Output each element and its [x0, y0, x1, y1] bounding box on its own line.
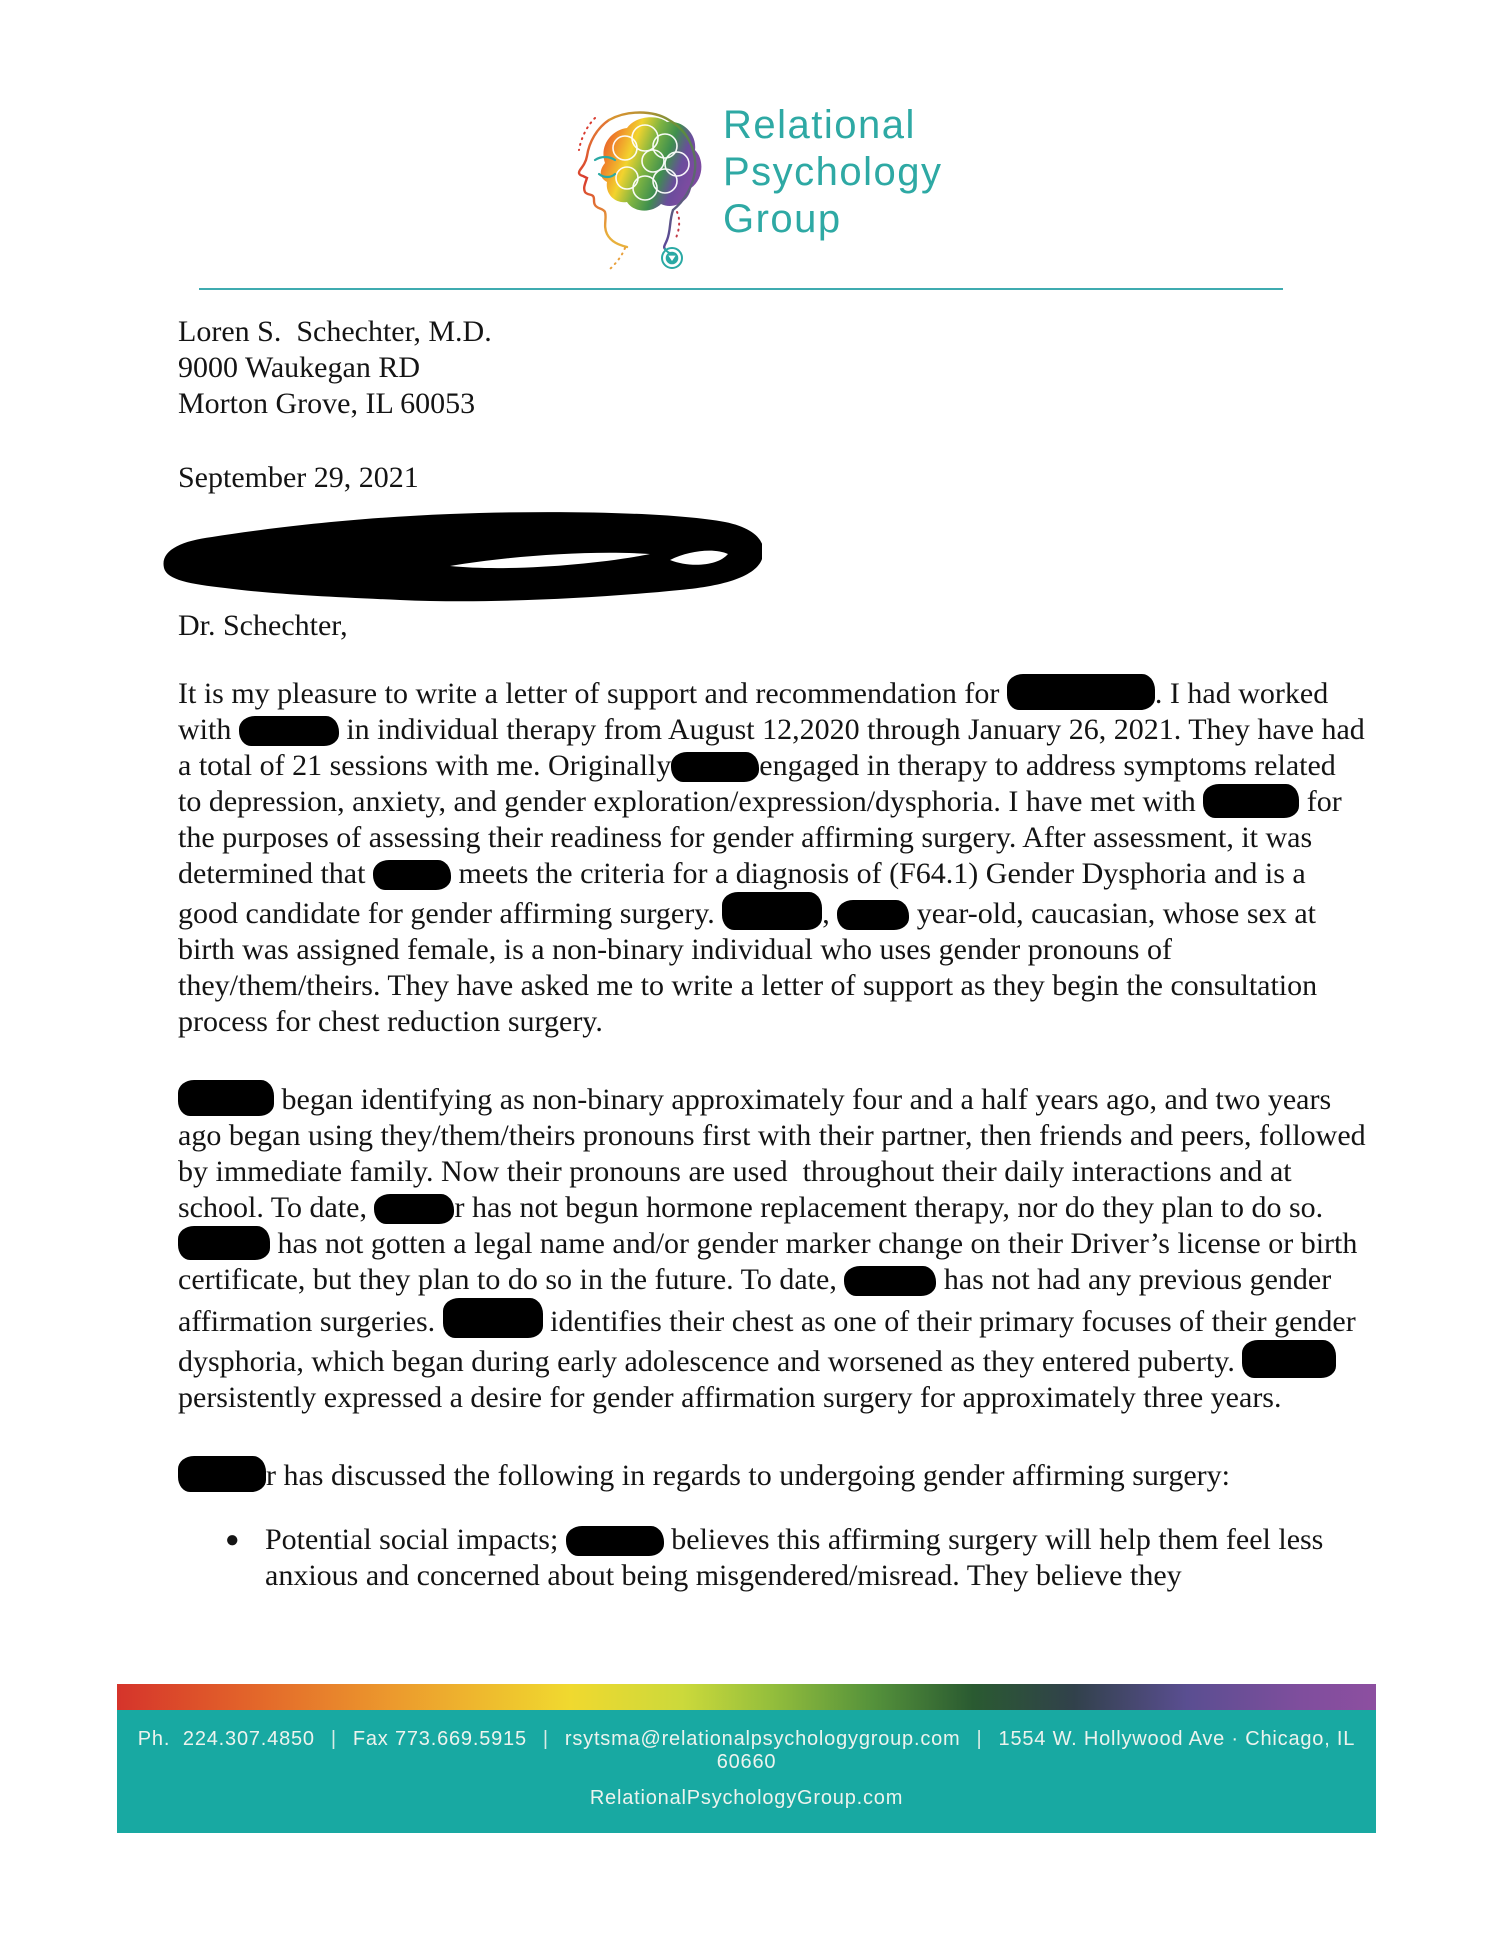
footer-contact-part: rsytsma@relationalpsychologygroup.com	[564, 1728, 961, 1750]
inline-redaction	[374, 1194, 454, 1224]
inline-redaction	[443, 1298, 543, 1338]
inline-redaction	[837, 900, 909, 930]
inline-redaction	[1007, 674, 1155, 710]
inline-redaction	[178, 1456, 266, 1492]
neck-dotted-line	[610, 248, 625, 269]
logo-word-2: Psychology	[723, 150, 943, 194]
bullet-text: Potential social impacts; believes this affirming surgery will help them feel less anxious and concerned about being misgendered/misread. They believe they	[265, 1523, 1324, 1592]
logo-brain-head-icon	[565, 108, 715, 273]
forehead-dotted-line	[579, 118, 595, 150]
footer-bar	[117, 1710, 1376, 1833]
footer-separator: |	[976, 1728, 983, 1750]
inline-redaction	[373, 860, 451, 890]
header-divider-line	[199, 288, 1283, 290]
logo	[565, 103, 943, 273]
inline-redaction	[844, 1266, 936, 1296]
inline-redaction	[671, 752, 759, 782]
paragraph: began identifying as non-binary approximately four and a half years ago, and two years ago began using they/them/theirs pronouns first with their partner, then friends and peers, followed by immediate family. Now their pronouns are used throughout their daily interactions and at school. To date, r has not begun hormone replacement therapy, nor do they plan to do so. has not gotten a legal name and/or gender marker change on their Driver’s license or birth certificate, but they plan to do so in the future. To date, has not had any previous gender affirmation surgeries. identifies their chest as one of their primary focuses of their gender dysphoria, which began during early adolescence and worsened as they entered puberty. persistently expressed a desire for gender affirmation surgery for approximately three years.	[178, 1080, 1366, 1416]
inline-redaction	[1242, 1340, 1336, 1378]
nape-dotted-line	[675, 212, 679, 240]
recipient-name: Loren S. Schechter, M.D.	[178, 315, 492, 348]
bullet-item	[178, 1522, 1366, 1594]
footer-contact-part: Fax 773.669.5915	[352, 1728, 527, 1750]
inline-redaction	[239, 716, 339, 746]
inline-redaction	[722, 892, 822, 930]
inline-redaction	[1203, 784, 1299, 818]
logo-wordmark	[723, 102, 943, 273]
bullet-dot: ●	[225, 1527, 240, 1553]
letter-paragraphs	[178, 674, 1366, 1594]
inline-redaction	[566, 1526, 664, 1556]
inline-redaction	[178, 1080, 274, 1116]
recipient-address	[178, 314, 1366, 422]
paragraph: It is my pleasure to write a letter of support and recommendation for . I had worked with in individual therapy from August 12,2020 through January 26, 2021. They have had a total of 21 sessions with me. Originally engaged in therapy to address symptoms related to depression, anxiety, and gender exploration/expression/dysphoria. I have met with for the purposes of assessing their readiness for gender affirming surgery. After assessment, it was determined that meets the criteria for a diagnosis of (F64.1) Gender Dysphoria and is a good candidate for gender affirming surgery. , year-old, caucasian, whose sex at birth was assigned female, is a non-binary individual who uses gender pronouns of they/them/theirs. They have asked me to write a letter of support as they begin the consultation process for chest reduction surgery.	[178, 674, 1366, 1040]
footer-separator: |	[330, 1728, 337, 1750]
recipient-city: Morton Grove, IL 60053	[178, 387, 476, 420]
footer-contact-part: 1554 W. Hollywood Ave · Chicago, IL 60660	[716, 1728, 1356, 1773]
large-redaction-scribble	[150, 506, 762, 604]
logo-word-3: Group	[723, 197, 842, 241]
letter-content	[178, 314, 1366, 1594]
footer-contact-part: Ph. 224.307.4850	[137, 1728, 315, 1750]
footer-website: RelationalPsychologyGroup.com	[589, 1787, 904, 1809]
footer-separator: |	[542, 1728, 549, 1750]
footer-contact-line	[117, 1710, 1376, 1774]
letter-date: September 29, 2021	[178, 461, 419, 494]
recipient-street: 9000 Waukegan RD	[178, 351, 420, 384]
footer-rainbow-strip	[117, 1684, 1376, 1710]
logo-word-1: Relational	[723, 103, 916, 147]
salutation: Dr. Schechter,	[178, 609, 348, 642]
paragraph: r has discussed the following in regards to undergoing gender affirming surgery:	[178, 1456, 1366, 1494]
inline-redaction	[178, 1226, 270, 1260]
